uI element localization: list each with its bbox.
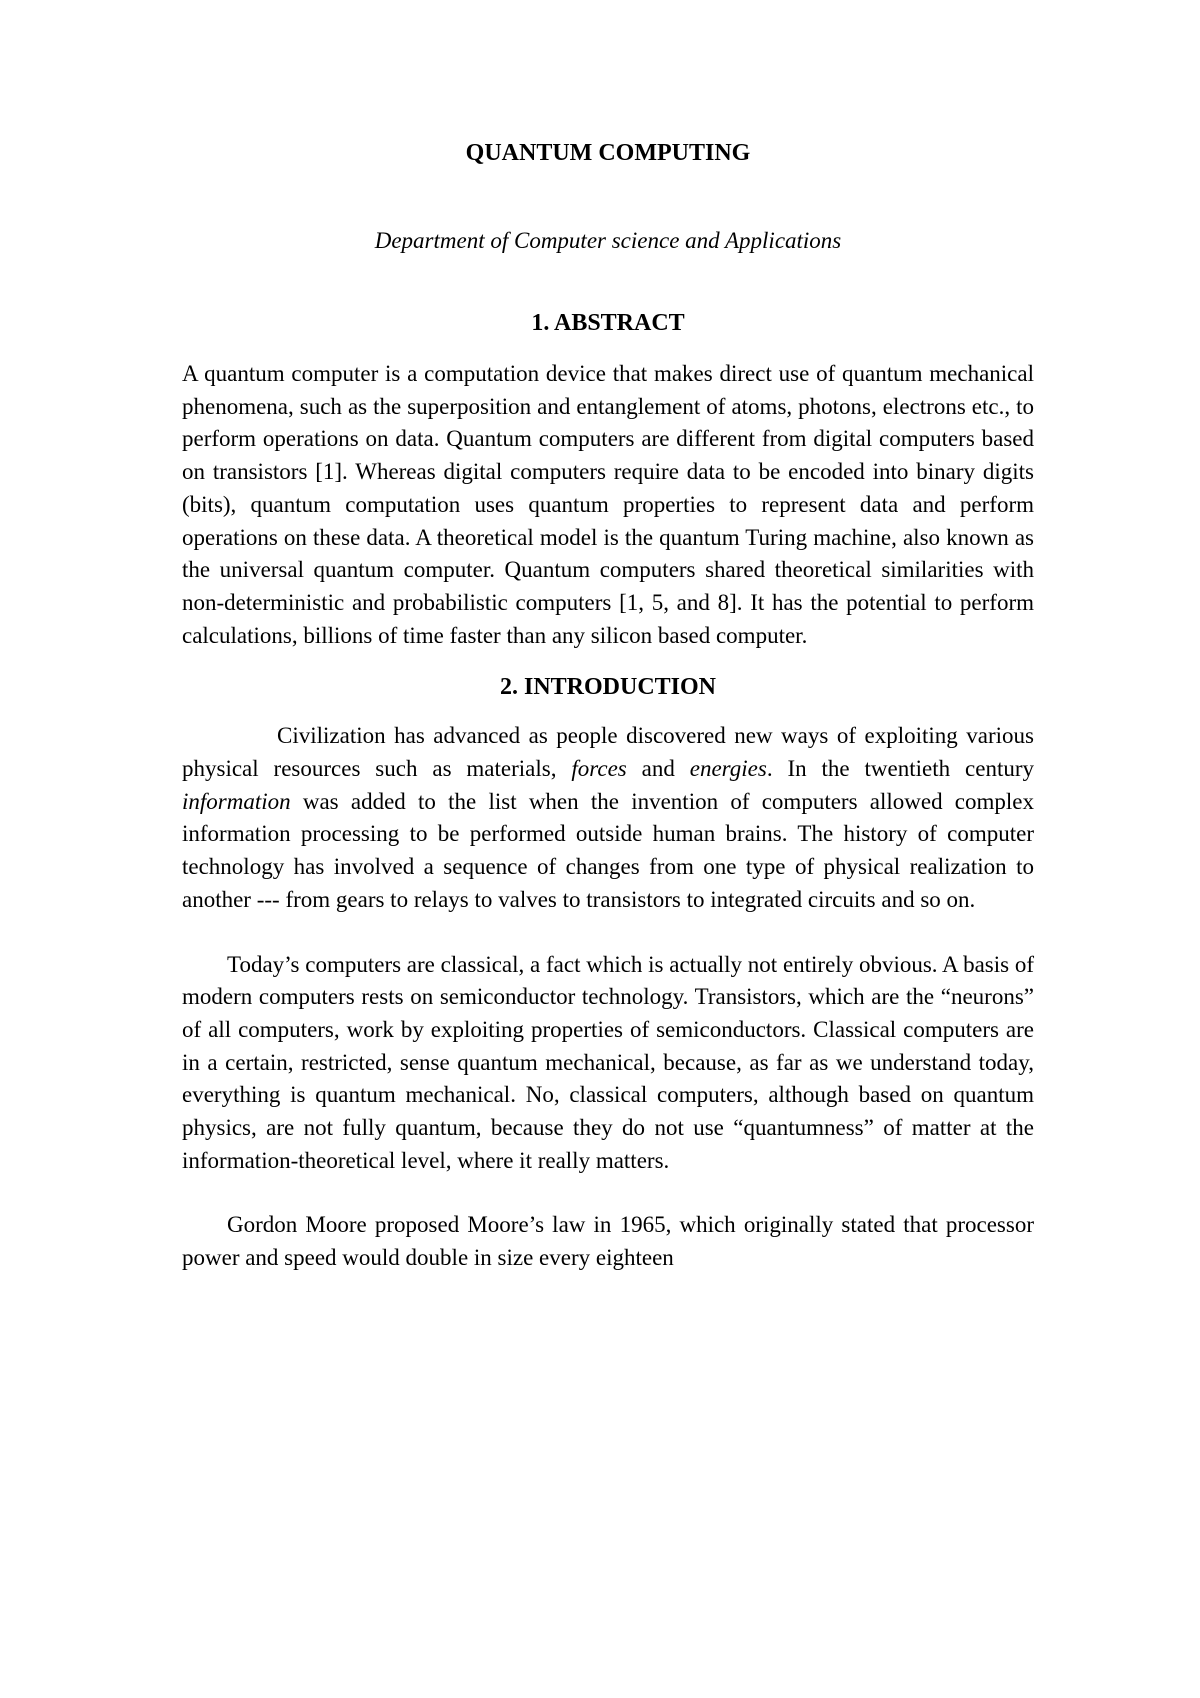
document-body (182, 138, 1034, 1275)
abstract-paragraph: A quantum computer is a computation device that makes direct use of quantum mechanical phenomena, such as the superposition and entanglement of atoms, photons, electrons etc., to perform operations on data. Quantum computers are different from digital computers based on transistors [1]. Whereas digital computers require data to be encoded into binary digits (bits), quantum computation uses quantum properties to represent data and perform operations on these data. A theoretical model is the quantum Turing machine, also known as the universal quantum computer. Quantum computers shared theoretical similarities with non-deterministic and probabilistic computers [1, 5, and 8]. It has the potential to perform calculations, billions of time faster than any silicon based computer. (182, 361, 1034, 648)
introduction-paragraph-3: Gordon Moore proposed Moore’s law in 1965, which originally stated that processor power and speed would double in size every eighteen (182, 1212, 1034, 1271)
abstract-heading: 1. ABSTRACT (531, 310, 685, 336)
intro-p1-text-4: was added to the list when the invention of computers allowed complex information processing to be performed outside human brains. The history of computer technology has involved a sequence of changes from one type of physical realization to another --- from gears to relays to valves to transistors to integrated circuits and so on. (182, 788, 1034, 912)
intro-p1-emphasis-energies: energies (689, 756, 767, 782)
intro-p1-text-2: and (626, 756, 690, 782)
introduction-heading: 2. INTRODUCTION (499, 674, 717, 701)
introduction-paragraph-2: Today’s computers are classical, a fact which is actually not entirely obvious. A basis of modern computers rests on semiconductor technology. Transistors, which are the “neurons” of all computers, work by exploiting properties of semiconductors. Classical computers are in a certain, restricted, sense quantum mechanical, because, as far as we understand today, everything is quantum mechanical. No, classical computers, although based on quantum physics, are not fully quantum, because they do not use “quantumness” of matter at the information-theoretical level, where it really matters. (182, 951, 1035, 1173)
document-title: QUANTUM COMPUTING (465, 140, 751, 166)
intro-p1-text-3: . In the twentieth century (766, 756, 1034, 782)
department-line: Department of Computer science and Applications (374, 228, 842, 253)
intro-p1-emphasis-information: information (182, 788, 291, 814)
introduction-paragraph-1 (182, 720, 1034, 916)
intro-p1-emphasis-forces: forces (571, 756, 627, 782)
intro-p1-text-1: Civilization has advanced as people discovered new ways of exploiting various physical resources such as materials, (182, 723, 1034, 782)
